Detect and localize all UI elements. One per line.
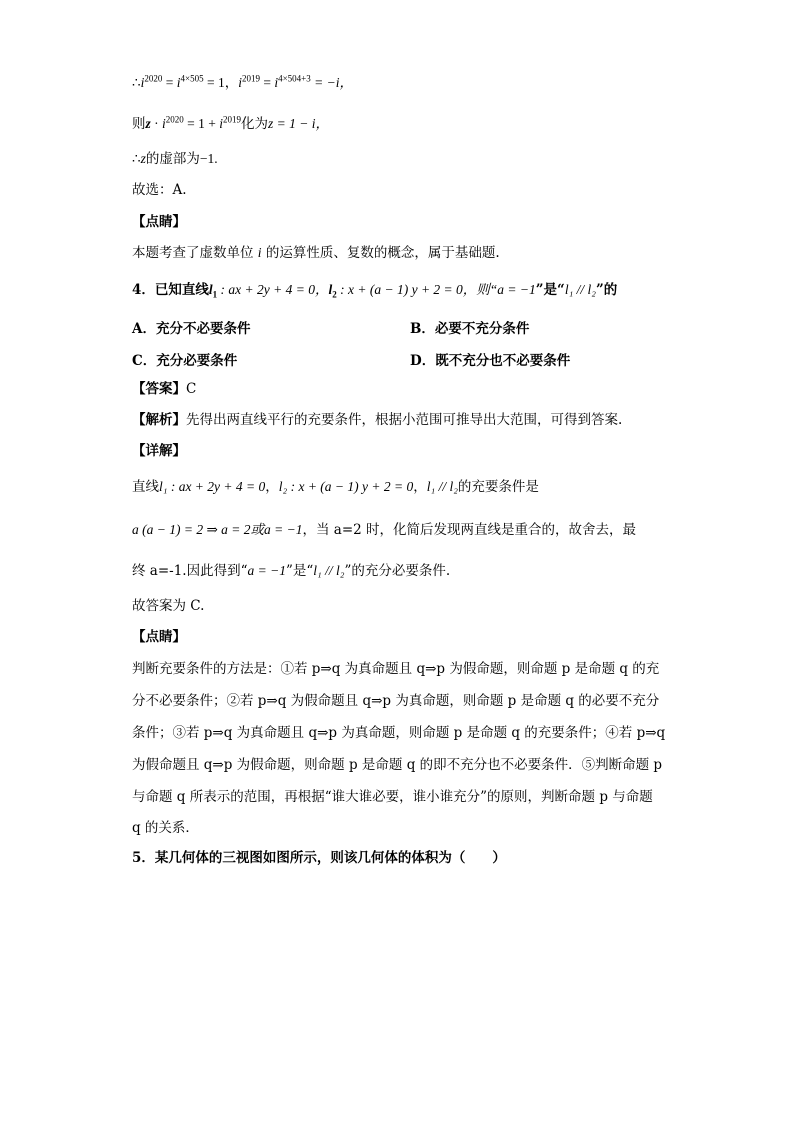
detail-line-4: 故答案为 C. bbox=[132, 598, 205, 614]
math-text: : ax + 2y + 4 = 0， bbox=[217, 282, 329, 297]
option-d: D．既不充分也不必要条件 bbox=[410, 353, 571, 369]
math-z: z bbox=[140, 151, 146, 166]
math-text: a (a − 1) = 2 ⇒ a = 2或a = −1 bbox=[132, 522, 303, 537]
subscript: 1 bbox=[212, 289, 218, 300]
section-tag-note: 【点睛】 bbox=[132, 214, 186, 230]
solution-line-powers bbox=[132, 74, 353, 92]
text: ，当 a=2 时，化简后发现两直线是重合的，故舍去，最 bbox=[302, 522, 637, 538]
math-text: = bbox=[162, 75, 177, 90]
note-line-6: q 的关系． bbox=[132, 820, 199, 836]
math-l: l bbox=[328, 282, 333, 297]
math-text: = bbox=[259, 75, 275, 90]
question-5-stem: 5．某几何体的三视图如图所示，则该几何体的体积为（ ） bbox=[132, 850, 506, 866]
math-text: l₂ : x + (a − 1) y + 2 = 0 bbox=[278, 479, 414, 494]
text: 的充要条件是 bbox=[457, 479, 539, 495]
math-text: = −i， bbox=[310, 75, 353, 90]
detail-line-2 bbox=[132, 521, 636, 539]
question-4-stem bbox=[132, 281, 617, 299]
note-line-1: 判断充要条件的方法是：①若 p⇒q 为真命题且 q⇒p 为假命题，则命题 p 是命题 q 的充 bbox=[132, 661, 660, 677]
option-c: C．充分必要条件 bbox=[132, 353, 238, 369]
option-b: B．必要不充分条件 bbox=[410, 321, 530, 337]
math-text: = 1， bbox=[203, 75, 239, 90]
analysis-text: 先得出两直线平行的充要条件，根据小范围可推导出大范围，可得到答案. bbox=[186, 412, 623, 428]
math-i: i bbox=[219, 116, 224, 131]
math-text: : x + (a − 1) y + 2 = 0，则“ bbox=[336, 282, 498, 297]
note-line-3: 条件；③若 p⇒q 为真命题且 q⇒p 为真命题，则命题 p 是命题 q 的充要条件；④若 p⇒q bbox=[132, 725, 666, 741]
detail-line-1 bbox=[132, 478, 539, 496]
section-tag-note-2: 【点睛】 bbox=[132, 629, 186, 645]
text: ”的充分必要条件. bbox=[344, 563, 451, 579]
exponent: 2020 bbox=[165, 114, 184, 125]
text: ”是“ bbox=[285, 563, 314, 579]
text: ”的 bbox=[595, 282, 618, 298]
math-i: i bbox=[257, 245, 262, 260]
section-tag-detail: 【详解】 bbox=[132, 443, 186, 459]
solution-line-simplify bbox=[132, 115, 329, 133]
text: ， bbox=[413, 479, 427, 495]
math-text: · bbox=[150, 116, 163, 131]
option-a: A．充分不必要条件 bbox=[132, 321, 251, 337]
math-l: l bbox=[208, 282, 213, 297]
text: 则 bbox=[132, 116, 146, 132]
exponent: 2019 bbox=[241, 73, 260, 84]
text: ， bbox=[265, 479, 279, 495]
section-tag-analysis: 【解析】 bbox=[132, 412, 186, 428]
math-text: l₁ // l₂ bbox=[564, 282, 596, 297]
math-i: i bbox=[238, 75, 242, 90]
therefore-symbol: ∴ bbox=[132, 75, 141, 91]
detail-line-3 bbox=[132, 562, 450, 580]
math-i: i bbox=[162, 116, 166, 131]
math-z: z bbox=[145, 116, 151, 131]
text: 的虚部为 bbox=[145, 151, 200, 167]
note-line-2: 分不必要条件；②若 p⇒q 为假命题且 q⇒p 为真命题，则命题 p 是命题 q 的必要不充分 bbox=[132, 693, 660, 709]
note-text bbox=[132, 244, 500, 262]
solution-line-imag bbox=[132, 150, 218, 168]
choice-line: 故选：A. bbox=[132, 182, 187, 198]
subscript: 2 bbox=[332, 289, 337, 300]
section-tag-answer: 【答案】 bbox=[132, 381, 186, 397]
analysis-line bbox=[132, 411, 622, 429]
answer-line bbox=[132, 380, 196, 398]
text: ”是“ bbox=[535, 282, 565, 298]
text: 本题考查了虚数单位 bbox=[132, 245, 258, 261]
exponent: 2019 bbox=[223, 114, 242, 125]
math-text: = 1 − i， bbox=[273, 116, 330, 131]
math-text: l₁ : ax + 2y + 4 = 0 bbox=[159, 479, 266, 494]
text: 化为 bbox=[241, 116, 269, 132]
text: 终 a=-1.因此得到“ bbox=[132, 563, 248, 579]
note-line-5: 与命题 q 所表示的范围，再根据“谁大谁必要，谁小谁充分”的原则，判断命题 p 与命题 bbox=[132, 789, 653, 805]
text: 直线 bbox=[132, 479, 159, 495]
exponent: 4×504+3 bbox=[278, 73, 311, 84]
answer-value: C bbox=[186, 381, 197, 397]
math-z: z bbox=[268, 116, 274, 131]
math-text: a = −1 bbox=[247, 563, 286, 578]
math-text: −1. bbox=[199, 151, 218, 166]
exponent: 4×505 bbox=[180, 73, 204, 84]
therefore-symbol: ∴ bbox=[132, 151, 141, 167]
math-i: i bbox=[140, 75, 145, 90]
math-text: l₁ // l₂ bbox=[313, 563, 345, 578]
math-text: l₁ // l₂ bbox=[426, 479, 458, 494]
math-i: i bbox=[176, 75, 181, 90]
exponent: 2020 bbox=[144, 73, 163, 84]
math-text: a = −1 bbox=[497, 282, 536, 297]
question-number: 4．已知直线 bbox=[132, 282, 209, 298]
math-text: = 1 + bbox=[183, 116, 220, 131]
note-line-4: 为假命题且 q⇒p 为假命题，则命题 p 是命题 q 的即不充分也不必要条件．⑤判断命题 p bbox=[132, 757, 663, 773]
text: 的运算性质、复数的概念，属于基础题. bbox=[261, 245, 500, 261]
math-i: i bbox=[274, 75, 279, 90]
